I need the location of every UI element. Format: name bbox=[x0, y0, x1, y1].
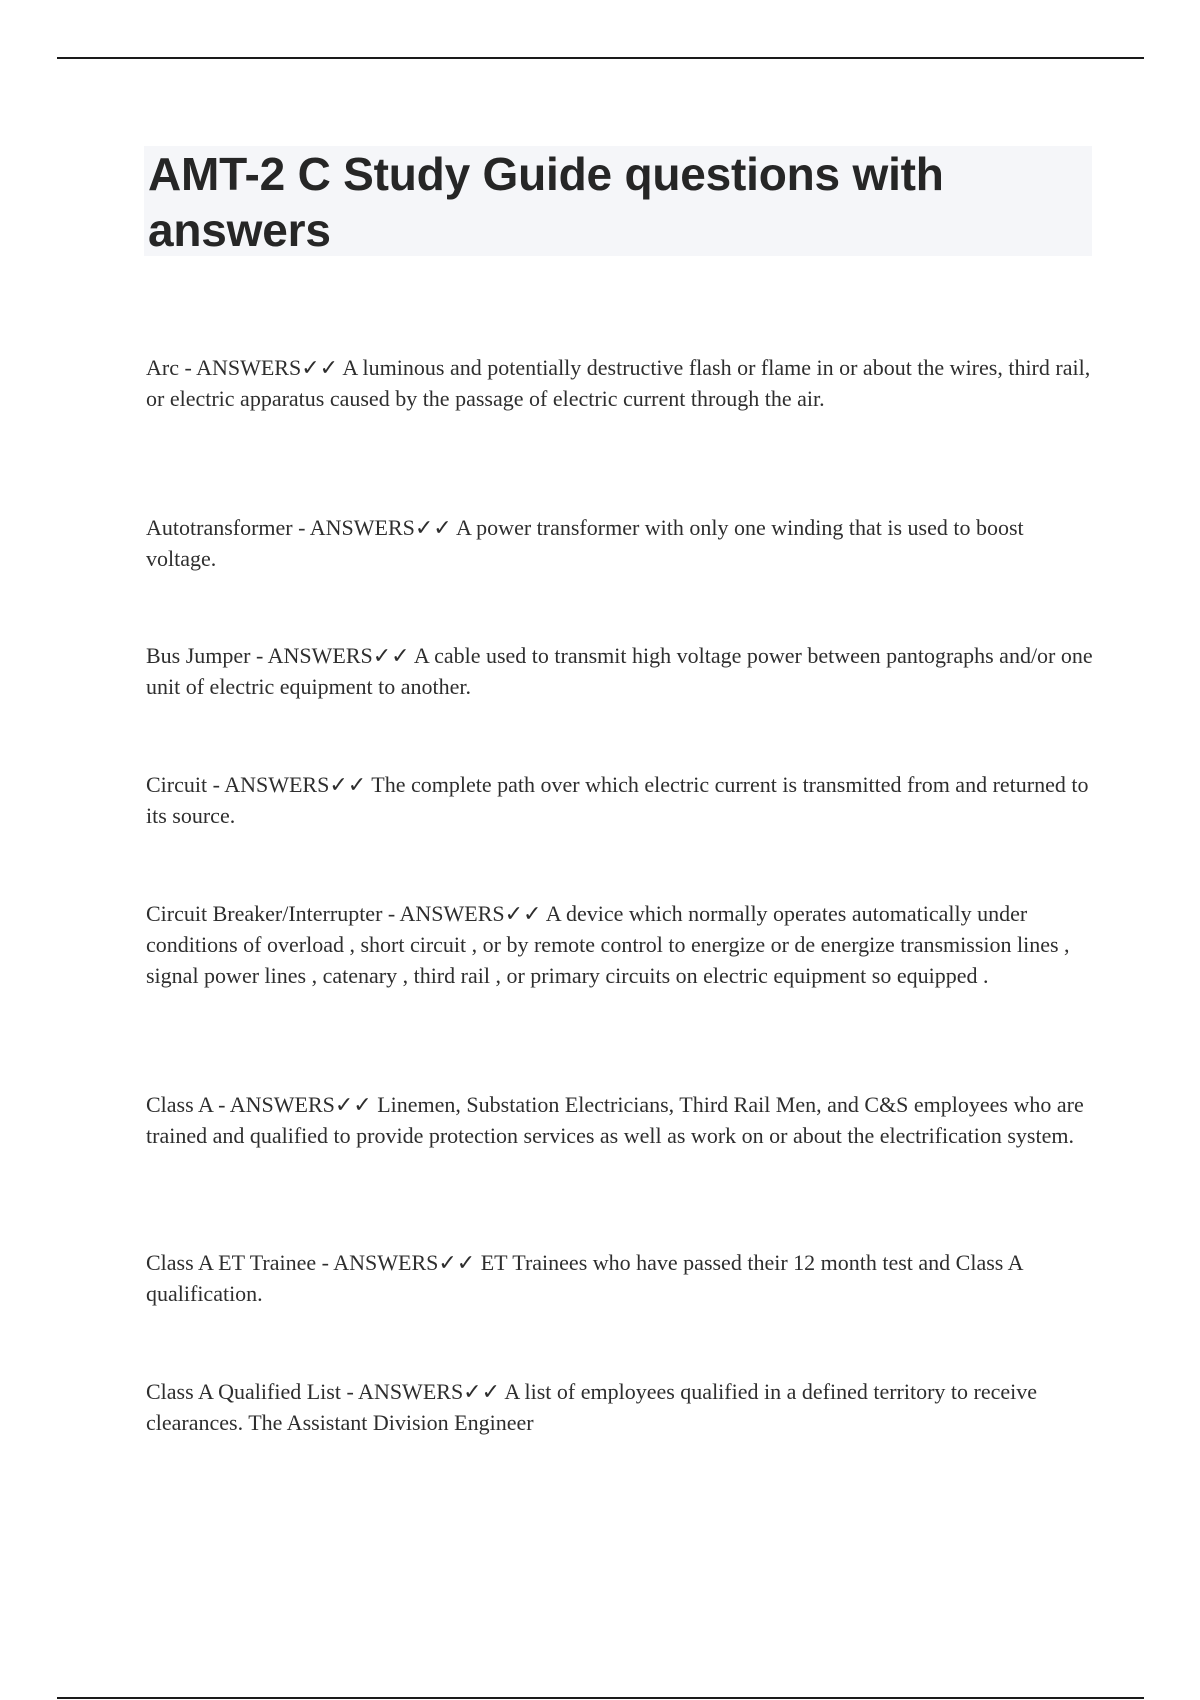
entry-circuit-breaker: Circuit Breaker/Interrupter - ANSWERS✓✓ A device which normally operates automatically under conditions of overload , short circuit , or by remote control to energize or de energize transmission lines , signal power lines , catenary , third rail , or primary circuits on electric equipment so equipped . bbox=[146, 901, 1070, 988]
title-block bbox=[144, 146, 1092, 256]
bottom-rule bbox=[57, 1697, 1144, 1699]
entry-circuit: Circuit - ANSWERS✓✓ The complete path over which electric current is transmitted from and returned to its source. bbox=[146, 772, 1089, 828]
document-title: AMT-2 C Study Guide questions with answers bbox=[148, 148, 944, 256]
entry-autotransformer: Autotransformer - ANSWERS✓✓ A power transformer with only one winding that is used to boost voltage. bbox=[146, 515, 1024, 571]
top-rule bbox=[57, 57, 1144, 59]
entry-bus-jumper: Bus Jumper - ANSWERS✓✓ A cable used to transmit high voltage power between pantographs and/or one unit of electric equipment to another. bbox=[146, 643, 1093, 699]
entry-class-a-qualified-list: Class A Qualified List - ANSWERS✓✓ A list of employees qualified in a defined territory to receive clearances. The Assistant Division Engineer bbox=[146, 1379, 1038, 1435]
entry-arc: Arc - ANSWERS✓✓ A luminous and potentially destructive flash or flame in or about the wires, third rail, or electric apparatus caused by the passage of electric current through the air. bbox=[146, 355, 1091, 411]
entry-class-a: Class A - ANSWERS✓✓ Linemen, Substation Electricians, Third Rail Men, and C&S employees who are trained and qualified to provide protection services as well as work on or about the electrification system. bbox=[146, 1092, 1084, 1148]
entry-class-a-et-trainee: Class A ET Trainee - ANSWERS✓✓ ET Trainees who have passed their 12 month test and Class A qualification. bbox=[146, 1250, 1023, 1306]
